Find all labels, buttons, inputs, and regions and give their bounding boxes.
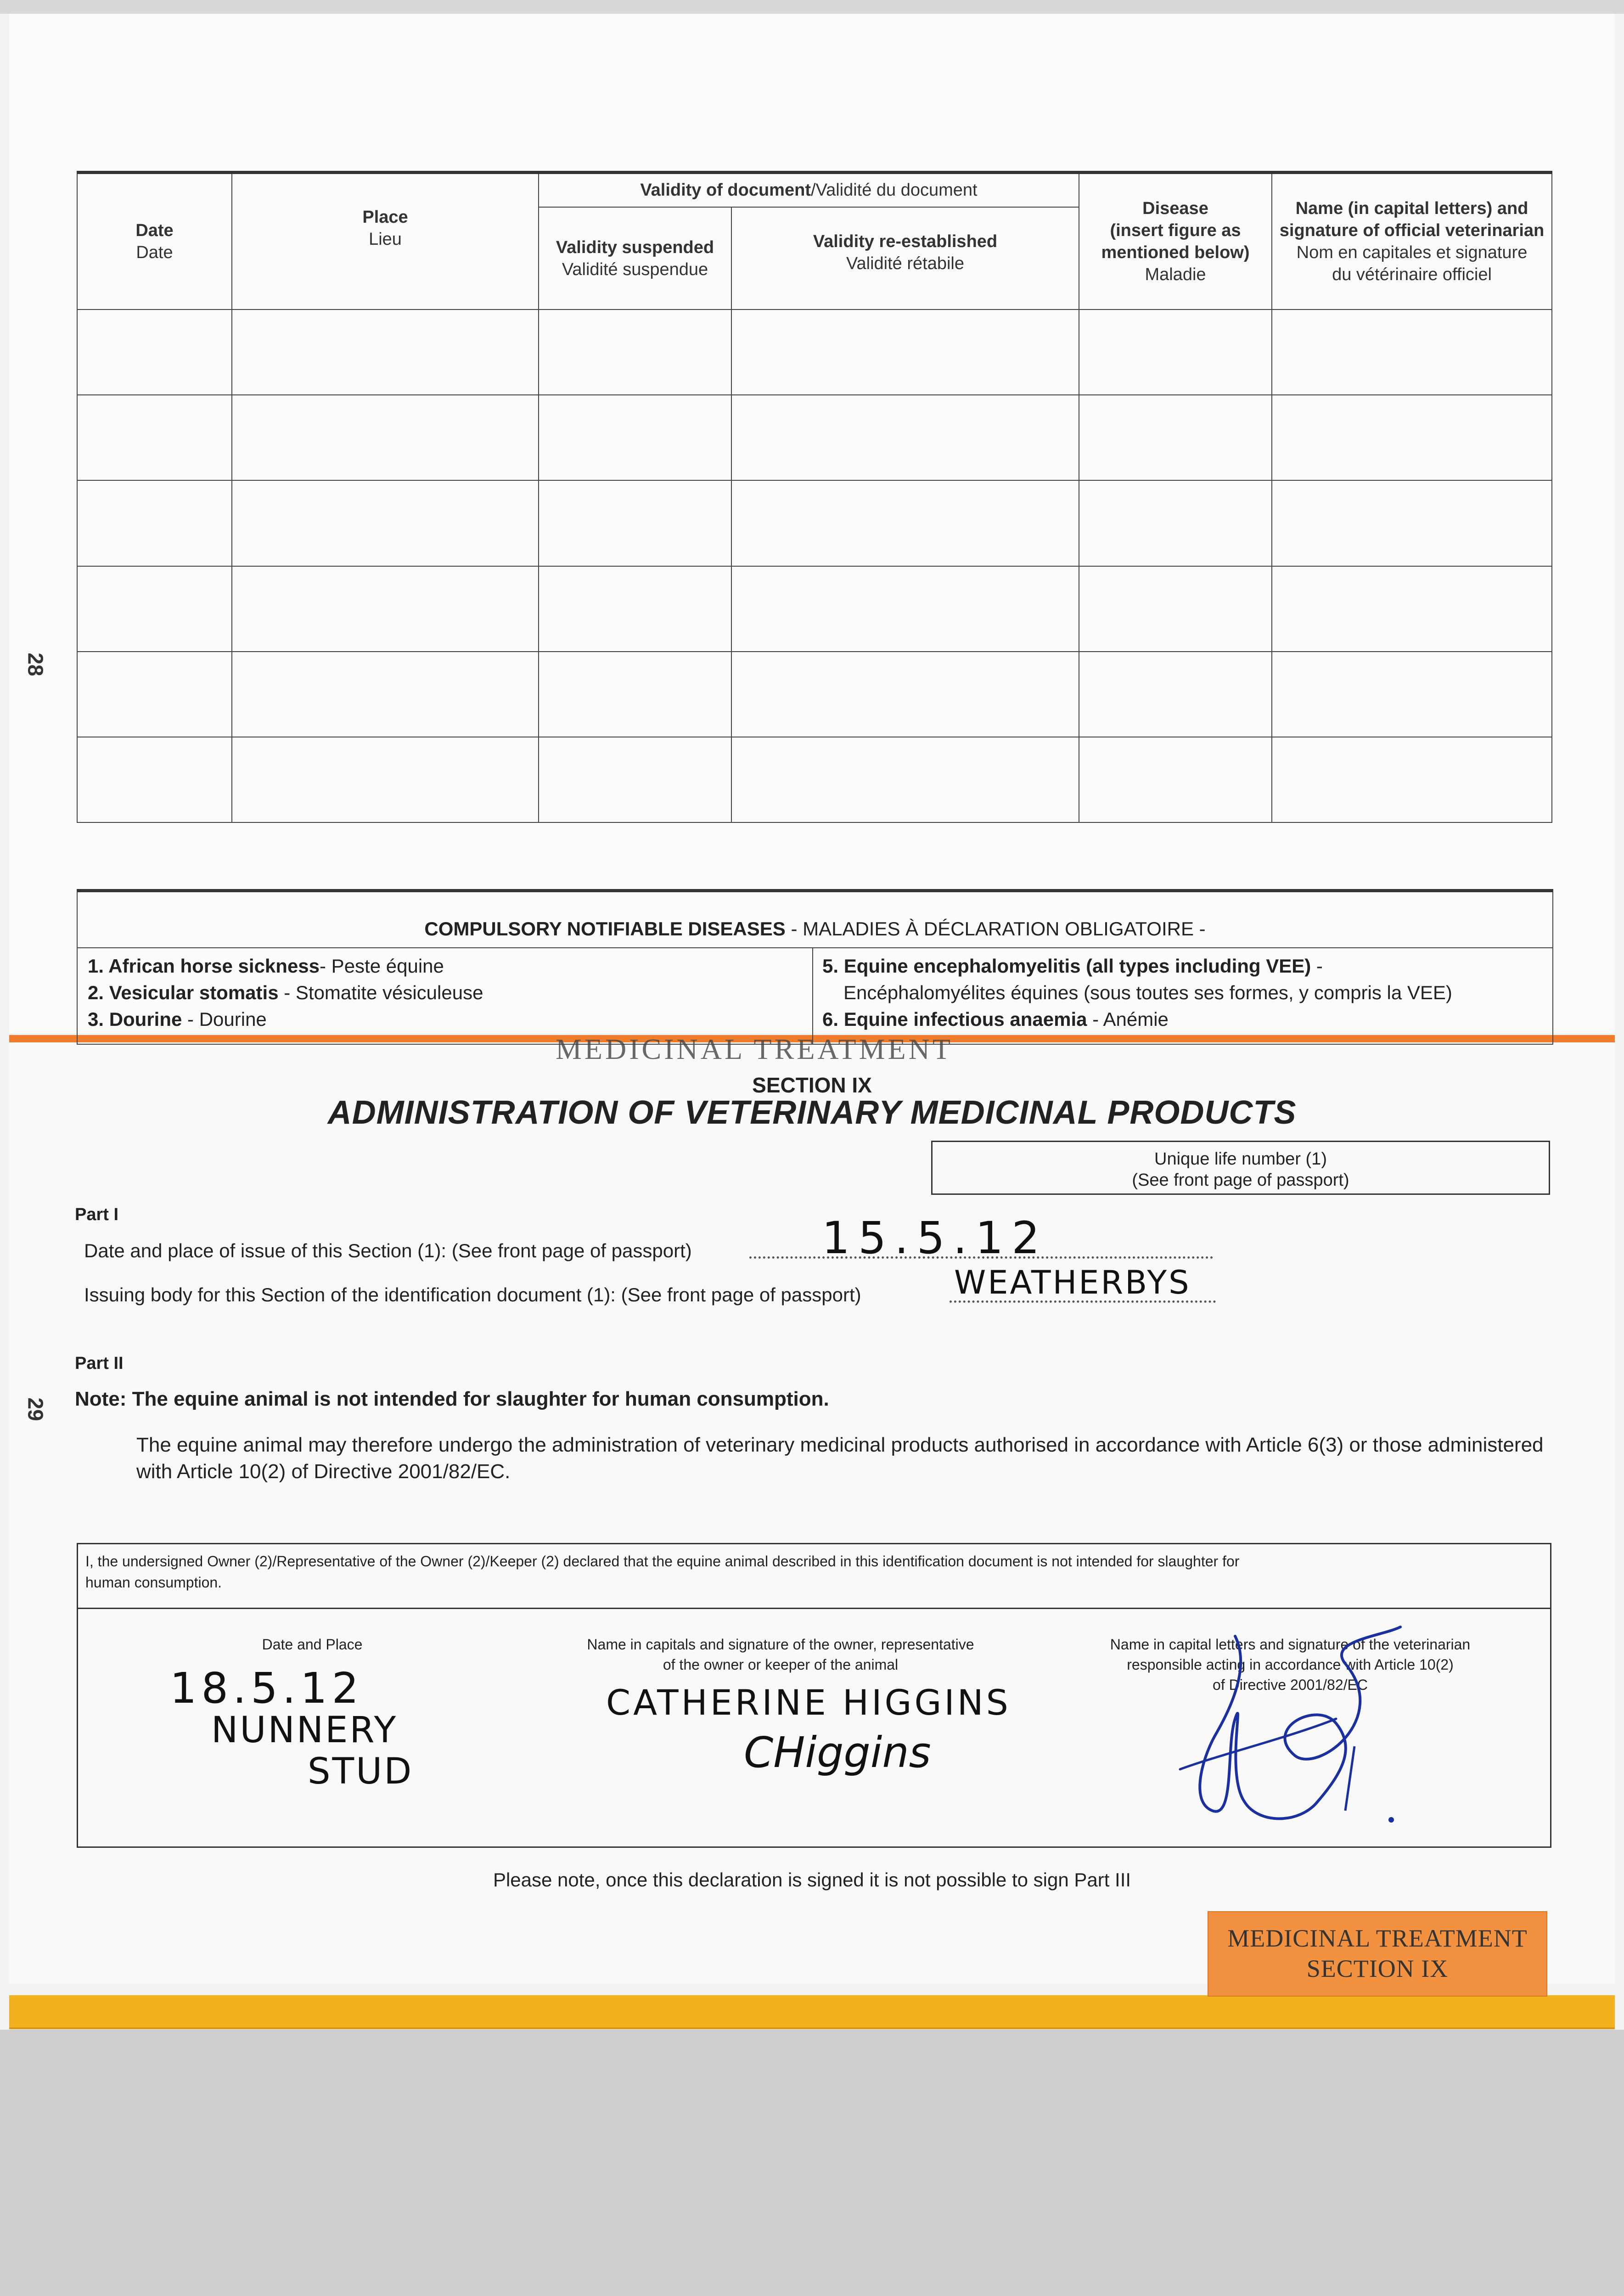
cell[interactable] [539,480,731,566]
handwritten-issue-date[interactable]: 15.5.12 [822,1212,1048,1264]
cell[interactable] [731,310,1079,395]
disease-item: 2. Vesicular stomatis - Stomatite vésiculeuse [88,982,483,1003]
date-place-issue-label: Date and place of issue of this Section (1): (See front page of passport) [84,1240,692,1261]
disease-item: 6. Equine infectious anaemia - Anémie [822,1008,1169,1030]
tab-line: SECTION IX [1306,1955,1449,1982]
owner-signature[interactable]: CHiggins [744,1728,931,1777]
heading-line: Name in capitals and signature of the owner, representative [587,1636,974,1653]
header-place: Place Lieu [232,173,539,310]
cell[interactable] [1079,652,1272,737]
cell[interactable] [232,480,539,566]
disease-item: Encéphalomyélites équines (sous toutes ses formes, y compris la VEE) [843,982,1452,1003]
cut-off-heading: MEDICINAL TREATMENT [556,1033,953,1065]
cell[interactable] [1272,566,1552,652]
heading-line: responsible acting in accordance with Article 10(2) [1127,1656,1454,1673]
cell[interactable] [1079,310,1272,395]
uln-note: (See front page of passport) [1132,1171,1349,1190]
page-number-29: 29 [23,1397,48,1421]
diseases-title: COMPULSORY NOTIFIABLE DISEASES - MALADIES À DÉCLARATION OBLIGATOIRE - [424,918,1206,940]
scanner-background [0,2030,1624,2296]
yellow-cover-edge [9,1995,1615,2029]
cell[interactable] [1272,310,1552,395]
table-row [77,480,1552,566]
cell[interactable] [731,480,1079,566]
heading-line: of Directive 2001/82/EC [1213,1677,1368,1693]
header-disease: Disease (insert figure as mentioned below) Maladie [1079,173,1272,310]
cell[interactable] [731,566,1079,652]
section-title: ADMINISTRATION OF VETERINARY MEDICINAL PRODUCTS [327,1094,1297,1131]
header-validity-reestablished: Validity re-established Validité rétabile [731,207,1079,310]
section-label: SECTION IX [752,1073,872,1097]
cell[interactable] [1272,652,1552,737]
table-row [77,737,1552,822]
cell[interactable] [77,566,232,652]
heading-line: Name in capital letters and signature of the veterinarian [1110,1636,1471,1653]
directive-paragraph: The equine animal may therefore undergo the administration of veterinary medicinal products authorised in accordance with Article 6(3) or those administered with Article 10(2) of Directive 2001/82/EC. [136,1434,1544,1483]
part-2-label: Part II [75,1354,124,1373]
scan-edge [0,0,1624,14]
part-1-label: Part I [75,1205,119,1224]
uln-label: Unique life number (1) [1154,1149,1327,1169]
issuing-body-label: Issuing body for this Section of the identification document (1): (See front page of passport) [84,1284,861,1306]
heading-line: of the owner or keeper of the animal [663,1656,899,1673]
cell[interactable] [539,737,731,822]
cell[interactable] [1272,480,1552,566]
declaration-text: I, the undersigned Owner (2)/Representative of the Owner (2)/Keeper (2) declared that the equine animal described in this identification document is not intended for slaughter for human consumption. [85,1553,1240,1591]
cell[interactable] [1079,480,1272,566]
handwritten-place-line-2[interactable]: STUD [308,1751,414,1792]
cell[interactable] [539,310,731,395]
cell[interactable] [539,566,731,652]
cell[interactable] [1079,737,1272,822]
cell[interactable] [232,652,539,737]
cell[interactable] [1079,395,1272,480]
table-row [77,395,1552,480]
header-validity-suspended: Validity suspended Validité suspendue [539,207,731,310]
cell[interactable] [1079,566,1272,652]
table-row [77,652,1552,737]
cell[interactable] [77,480,232,566]
section-tab[interactable] [1208,1911,1547,1997]
handwritten-place-line-1[interactable]: NUNNERY [211,1710,398,1751]
cell[interactable] [77,652,232,737]
owner-signature-heading [537,1634,1024,1675]
cell[interactable] [1272,395,1552,480]
divider [812,947,813,1045]
tab-line: MEDICINAL TREATMENT [1227,1925,1528,1952]
cell[interactable] [1272,737,1552,822]
cell[interactable] [731,737,1079,822]
owner-declaration-box [77,1543,1551,1848]
header-date: Date Date [77,173,232,310]
declaration-footnote: Please note, once this declaration is signed it is not possible to sign Part III [493,1869,1131,1891]
header-official-veterinarian: Name (in capital letters) and signature of official veterinarian Nom en capitales et signature du vétérinaire officiel [1272,173,1552,310]
cell[interactable] [232,566,539,652]
handwritten-issuing-body[interactable]: WEATHERBYS [954,1264,1191,1301]
veterinarian-signature[interactable] [1097,1609,1455,1847]
disease-item: 3. Dourine - Dourine [88,1008,267,1030]
cell[interactable] [232,737,539,822]
disease-item: 1. African horse sickness- Peste équine [88,955,444,977]
cell[interactable] [77,310,232,395]
page-number-28: 28 [23,653,48,676]
cell[interactable] [731,395,1079,480]
table-row [77,566,1552,652]
cell[interactable] [731,652,1079,737]
cell[interactable] [232,395,539,480]
notifiable-diseases-box [77,889,1553,1045]
table-row [77,310,1552,395]
handwritten-owner-name[interactable]: CATHERINE HIGGINS [606,1682,1011,1723]
cell[interactable] [77,395,232,480]
unique-life-number-box[interactable] [931,1141,1550,1195]
slaughter-note: Note: The equine animal is not intended for slaughter for human consumption. [75,1388,829,1410]
validity-table [77,171,1552,823]
cell[interactable] [539,652,731,737]
cell[interactable] [77,737,232,822]
header-validity-group: Validity of document/Validité du document [539,173,1079,207]
date-place-heading: Date and Place [262,1636,363,1653]
handwritten-declaration-date[interactable]: 18.5.12 [170,1664,364,1713]
cell[interactable] [232,310,539,395]
disease-item: 5. Equine encephalomyelitis (all types including VEE) - [822,955,1323,977]
cell[interactable] [539,395,731,480]
divider [78,947,1552,948]
